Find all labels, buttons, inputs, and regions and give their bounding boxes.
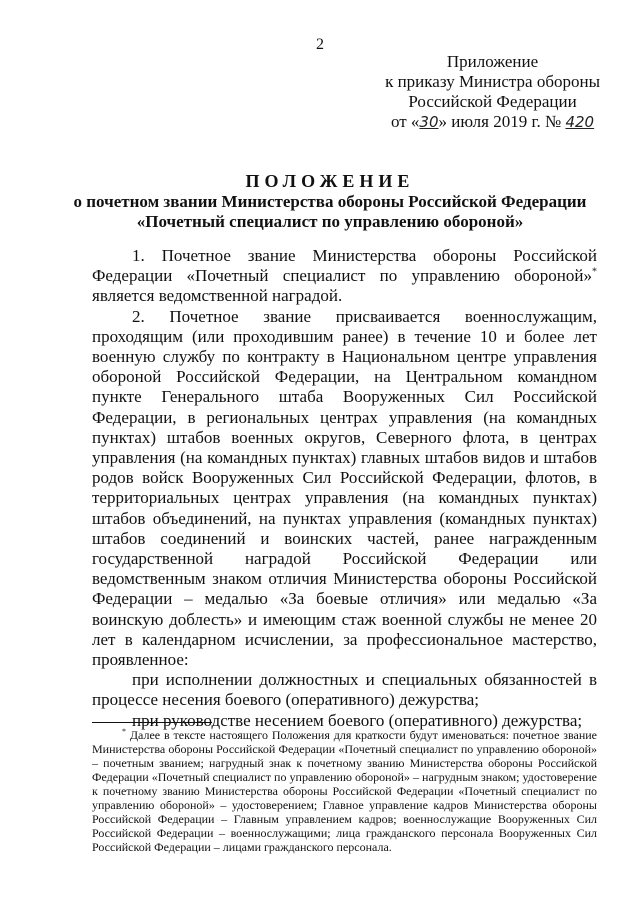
appendix-date-line	[385, 112, 600, 132]
footnote	[92, 728, 597, 854]
paragraph-1-tail: является ведомственной наградой.	[92, 286, 343, 306]
date-prefix: от «	[390, 112, 420, 131]
appendix-line3: Российской Федерации	[408, 92, 577, 111]
title-sub: о почетном звании Министерства обороны Российской Федерации «Почетный специалист по управлению обороной»	[73, 192, 587, 231]
paragraph-2: 2. Почетное звание присваивается военнослужащим, проходящим (или проходившим ранее) в течение 10 и более лет военную службу по контракту в Национальном центре управления обороной Российской Федерации, на Центральном командном пункте Генерального штаба Вооруженных Сил Российской Федерации, в региональных центрах управления (на командных пунктах) штабов военных округов, Северного флота, в центрах управления (на командных пунктах) главных штабов видов и штабов родов войск Вооруженных Сил Российской Федерации, флотов, в территориальных центрах управления (на командных пунктах) штабов объединений, на пунктах управления (командных пунктах) штабов соединений и воинских частей, ранее награжденным государственной наградой Российской Федерации или ведомственным знаком отличия Министерства обороны Российской Федерации – медалью «За боевые отличия» или медалью «За воинскую доблесть» и имеющим стаж военной службы не менее 20 лет в календарном исчислении, за профессиональное мастерство, проявленное:	[92, 306, 597, 670]
footnote-mark: *	[122, 727, 126, 736]
document-body	[92, 246, 597, 731]
handwritten-day: 30	[419, 113, 439, 131]
appendix-header	[385, 52, 600, 132]
date-middle: » июля 2019 г. №	[438, 112, 566, 131]
document-title	[60, 170, 600, 232]
footnote-ref: *	[592, 266, 597, 278]
appendix-line1: Приложение	[446, 52, 539, 71]
paragraph-4: при руководстве несением боевого (оперативного) дежурства;	[132, 710, 583, 730]
paragraph-1-text: 1. Почетное звание Министерства обороны Российской Федерации «Почетный специалист по управлению обороной»	[92, 246, 597, 286]
handwritten-order-number: 420	[565, 113, 595, 131]
appendix-line2: к приказу Министра обороны	[385, 72, 600, 91]
footnote-text: Далее в тексте настоящего Положения для краткости будут именоваться: почетное звание Министерства обороны Российской Федерации «Почетный специалист по управлению обороной» – почетным званием; нагрудный знак к почетному званию Министерства обороны Российской Федерации «Почетный специалист по управлению обороной» – нагрудным знаком; удостоверение к почетному званию Министерства обороны Российской Федерации «Почетный специалист по управлению обороной» – удостоверением; Главное управление кадров Министерства обороны Российской Федерации – Главным управлением кадров; военнослужащие Вооруженных Сил Российской Федерации – военнослужащими; лица гражданского персонала Вооруженных Сил Российской Федерации – лицами гражданского персонала.	[92, 728, 597, 854]
paragraph-1	[92, 246, 597, 307]
title-main: ПОЛОЖЕНИЕ	[245, 171, 415, 191]
page-number: 2	[316, 36, 324, 53]
footnote-divider	[92, 722, 212, 723]
paragraph-3: при исполнении должностных и специальных обязанностей в процессе несения боевого (оперативного) дежурства;	[92, 670, 597, 710]
